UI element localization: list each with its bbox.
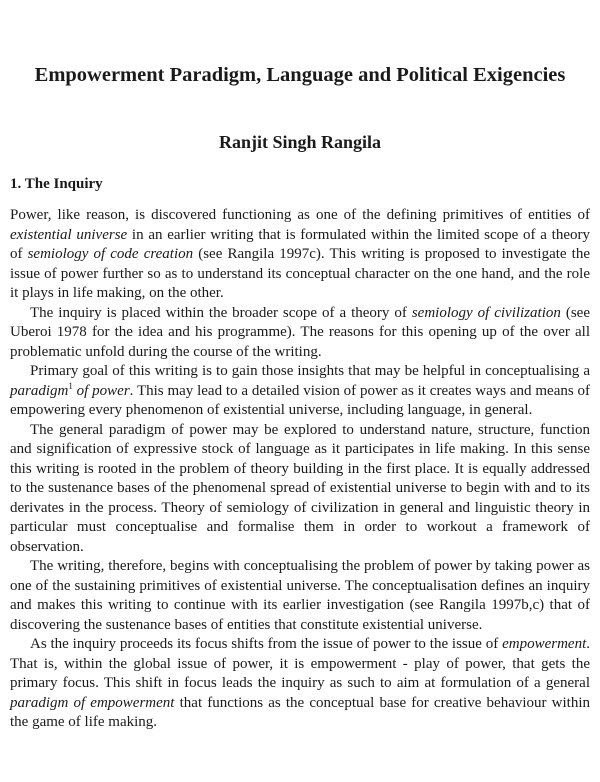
italic-term: paradigm of empowerment <box>10 694 175 711</box>
italic-term: of power <box>72 382 130 399</box>
text-run: (see Rangila 1997c). This writing is proposed to investigate the issue of power further so as to understand its conceptual character on the one hand, and the role it plays in life making, on the other. <box>10 246 590 301</box>
italic-term: semiology of civilization <box>411 304 561 321</box>
text-run: . That is, within the global issue of power, it is empowerment - play of power, that gets the primary focus. This shift in focus leads the inquiry as such to aim at formulation of a general <box>10 636 590 691</box>
italic-term: paradigm <box>10 382 69 399</box>
italic-term: existential universe <box>10 226 128 243</box>
paragraph-1 <box>10 206 590 304</box>
text-run: Primary goal of this writing is to gain those insights that may be helpful in conceptualising a <box>30 363 590 379</box>
text-run: that functions as the conceptual base for creative behaviour within the game of life making. <box>10 694 591 730</box>
italic-term: semiology of code creation <box>27 246 194 262</box>
paragraph-6 <box>10 635 590 733</box>
text-run: (see Uberoi 1978 for the idea and his programme). The reasons for this opening up of the over all problematic unfold during the course of the writing. <box>10 304 590 360</box>
text-run: As the inquiry proceeds its focus shifts from the issue of power to the issue of <box>30 636 503 652</box>
body-text <box>10 206 590 733</box>
section-heading: 1. The Inquiry <box>10 176 103 192</box>
paragraph-5: The writing, therefore, begins with conceptualising the problem of power by taking power as one of the sustaining primitives of existential universe. The conceptualisation defines an inquiry and makes this writing to continue with its earlier investigation (see Rangila 1997b,c) that of discovering the sustenance bases of entities that constitute existential universe. <box>10 558 590 633</box>
text-run: Power, like reason, is discovered functioning as one of the defining primitives of entities of <box>10 207 590 223</box>
author-name: Ranjit Singh Rangila <box>218 132 382 152</box>
paper-title: Empowerment Paradigm, Language and Political Exigencies <box>34 64 566 86</box>
paragraph-3 <box>10 362 590 421</box>
footnote-marker[interactable]: 1 <box>68 380 73 391</box>
text-run: in an earlier writing that is formulated within the limited scope of a theory of <box>10 226 590 262</box>
text-run: The inquiry is placed within the broader scope of a theory of <box>30 304 412 321</box>
paragraph-2 <box>10 304 590 363</box>
italic-term: empowerment <box>502 636 587 652</box>
paragraph-4: The general paradigm of power may be explored to understand nature, structure, function and signification of expressive stock of language as it participates in life making. In this sense this writing is rooted in the problem of theory building in the first place. It is equally addressed to the sustenance bases of the phenomenal spread of existential universe to begin with and to its derivates in the process. Theory of semiology of civilization in general and linguistic theory in particular must conceptualise and formalise them in order to workout a framework of observation. <box>10 421 590 555</box>
text-run: . This may lead to a detailed vision of power as it creates ways and means of empowering every phenomenon of existential universe, including language, in general. <box>10 382 591 418</box>
